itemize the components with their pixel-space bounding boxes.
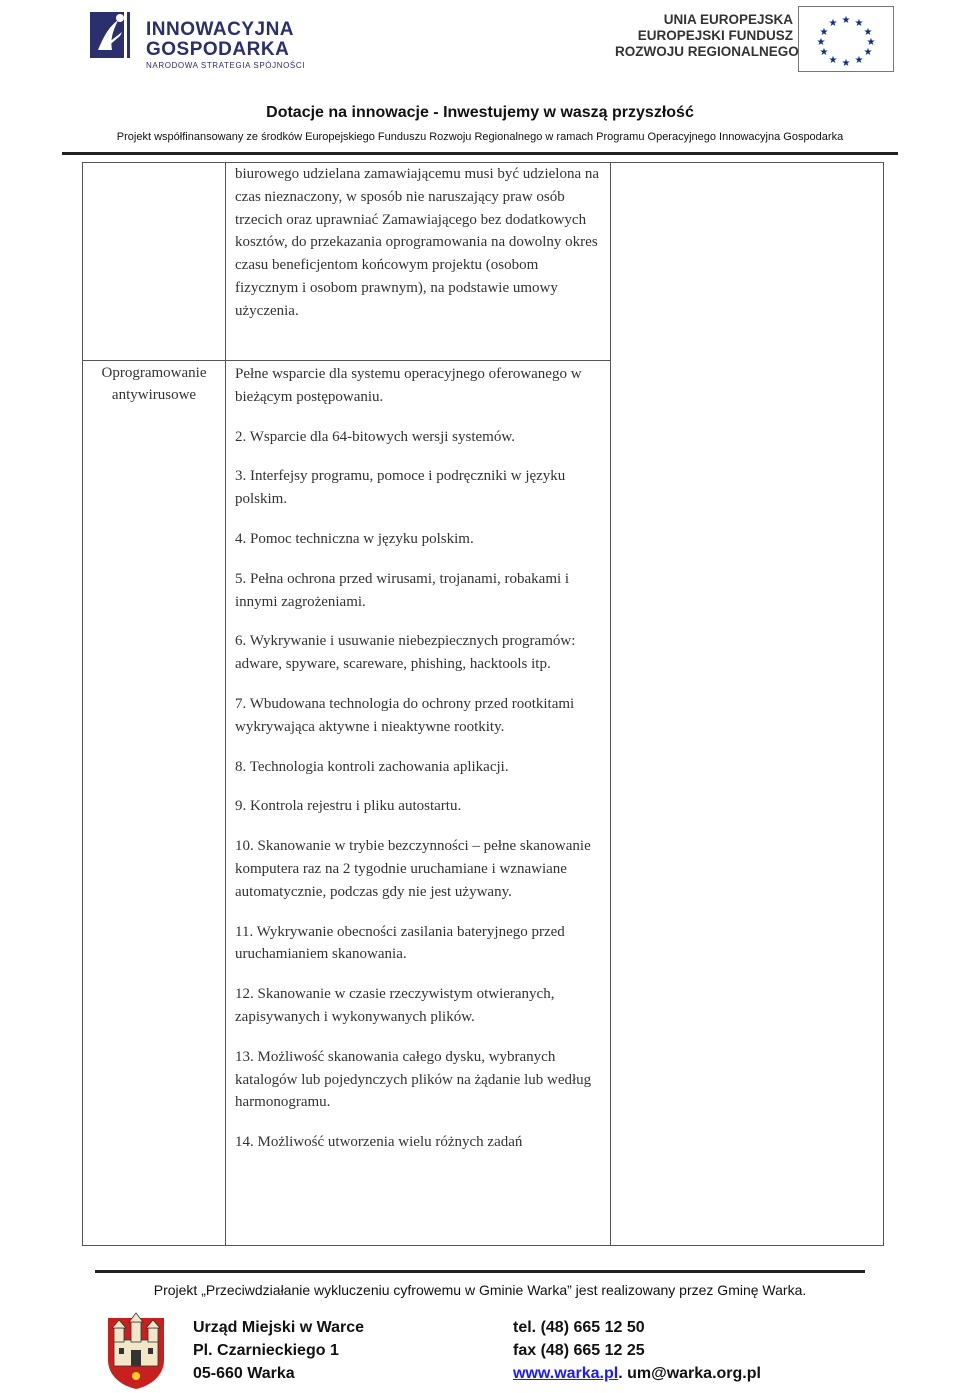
requirement-item: 8. Technologia kontroli zachowania aplikacji. bbox=[235, 758, 509, 775]
row-name-antivirus: Oprogramowanie antywirusowe bbox=[101, 365, 207, 403]
antivirus-requirements bbox=[235, 363, 600, 1154]
svg-text:★: ★ bbox=[854, 18, 864, 29]
header-divider bbox=[62, 152, 898, 155]
contact-separator: . bbox=[618, 1365, 628, 1382]
svg-text:★: ★ bbox=[819, 47, 829, 58]
svg-text:★: ★ bbox=[828, 18, 838, 29]
office-street: Pl. Czarnieckiego 1 bbox=[193, 1342, 339, 1359]
logo-left-line3: NARODOWA STRATEGIA SPÓJNOŚCI bbox=[146, 61, 306, 70]
row-divider bbox=[83, 360, 610, 361]
footer-divider bbox=[95, 1270, 865, 1273]
logo-left-line2: GOSPODARKA bbox=[146, 39, 290, 60]
logo-right-line3: ROZWOJU REGIONALNEGO bbox=[615, 44, 799, 59]
svg-text:★: ★ bbox=[866, 37, 876, 48]
svg-text:★: ★ bbox=[863, 27, 873, 38]
svg-text:★: ★ bbox=[841, 58, 851, 69]
logo-right-line1: UNIA EUROPEJSKA bbox=[663, 12, 793, 27]
requirement-item: 10. Skanowanie w trybie bezczynności – pełne skanowanie komputera raz na 2 tygodnie uruchamiane i wznawiane automatycznie, podczas gdy nie jest używany. bbox=[235, 838, 591, 900]
svg-text:★: ★ bbox=[819, 27, 829, 38]
requirement-item: Pełne wsparcie dla systemu operacyjnego oferowanego w bieżącym postępowaniu. bbox=[235, 366, 582, 405]
fax-number: fax (48) 665 12 25 bbox=[513, 1342, 645, 1359]
requirement-item: 7. Wbudowana technologia do ochrony przed rootkitami wykrywająca aktywne i nieaktywne rootkity. bbox=[235, 695, 575, 735]
requirement-item: 5. Pełna ochrona przed wirusami, trojanami, robakami i innymi zagrożeniami. bbox=[235, 570, 570, 610]
logo-left-line1: INNOWACYJNA bbox=[146, 19, 295, 40]
requirement-item: 14. Możliwość utworzenia wielu różnych zadań bbox=[235, 1134, 523, 1151]
column-divider-2 bbox=[610, 163, 611, 1245]
requirement-item: 6. Wykrywanie i usuwanie niebezpiecznych programów: adware, spyware, scareware, phishing, hacktools itp. bbox=[235, 633, 576, 673]
eu-flag-icon bbox=[798, 6, 894, 72]
innowacyjna-gospodarka-logo bbox=[90, 6, 310, 68]
svg-text:★: ★ bbox=[828, 55, 838, 66]
phone-number: tel. (48) 665 12 50 bbox=[513, 1319, 645, 1336]
column-divider-1 bbox=[225, 163, 226, 1245]
website-link[interactable]: www.warka.pl bbox=[513, 1365, 619, 1382]
requirement-item: 2. Wsparcie dla 64-bitowych wersji systemów. bbox=[235, 428, 515, 445]
requirement-item: 13. Możliwość skanowania całego dysku, wybranych katalogów lub pojedynczych plików na żądanie lub według harmonogramu. bbox=[235, 1048, 592, 1111]
page-title: Dotacje na innowacje - Inwestujemy w waszą przyszłość bbox=[266, 104, 694, 121]
requirement-item: 3. Interfejsy programu, pomoce i podręczniki w języku polskim. bbox=[235, 468, 566, 508]
project-info-line: Projekt „Przeciwdziałanie wykluczeniu cyfrowemu w Gminie Warka” jest realizowany przez Gminę Warka. bbox=[153, 1282, 807, 1298]
office-name: Urząd Miejski w Warce bbox=[193, 1319, 365, 1336]
svg-text:★: ★ bbox=[854, 55, 864, 66]
email-address[interactable]: um@warka.org.pl bbox=[627, 1365, 761, 1382]
requirement-item: 4. Pomoc techniczna w języku polskim. bbox=[235, 530, 474, 547]
requirement-item: 11. Wykrywanie obecności zasilania bateryjnego przed uruchamianiem skanowania. bbox=[235, 923, 565, 963]
flag-person-logo-icon bbox=[90, 6, 138, 64]
previous-row-description: biurowego udzielana zamawiającemu musi być udzielona na czas nieznaczony, w sposób nie naruszający praw osób trzecich oraz uprawniać Zamawiającego bez dodatkowych kosztów, do przekazania oprogramowania na dowolny okres czasu beneficjentom końcowym projektu (osobom fizycznym i osobom prawnym), na podstawie umowy użyczenia. bbox=[235, 166, 600, 319]
warka-coat-of-arms-icon bbox=[106, 1312, 166, 1390]
svg-text:★: ★ bbox=[841, 15, 851, 26]
eu-fund-logo bbox=[615, 6, 895, 68]
office-contact bbox=[513, 1316, 761, 1385]
logo-right-line2: EUROPEJSKI FUNDUSZ bbox=[637, 28, 793, 43]
specification-table bbox=[82, 162, 884, 1246]
office-address bbox=[193, 1316, 364, 1385]
requirement-item: 9. Kontrola rejestru i pliku autostartu. bbox=[235, 798, 462, 815]
requirement-item: 12. Skanowanie w czasie rzeczywistym otwieranych, zapisywanych i wykonywanych plików. bbox=[235, 986, 555, 1025]
svg-text:★: ★ bbox=[863, 47, 873, 58]
office-city: 05-660 Warka bbox=[193, 1365, 295, 1382]
svg-text:★: ★ bbox=[816, 37, 826, 48]
page-subtitle: Projekt współfinansowany ze środków Europejskiego Funduszu Rozwoju Regionalnego w ramach Programu Operacyjnego Innowacyjna Gospodarka bbox=[116, 131, 844, 143]
